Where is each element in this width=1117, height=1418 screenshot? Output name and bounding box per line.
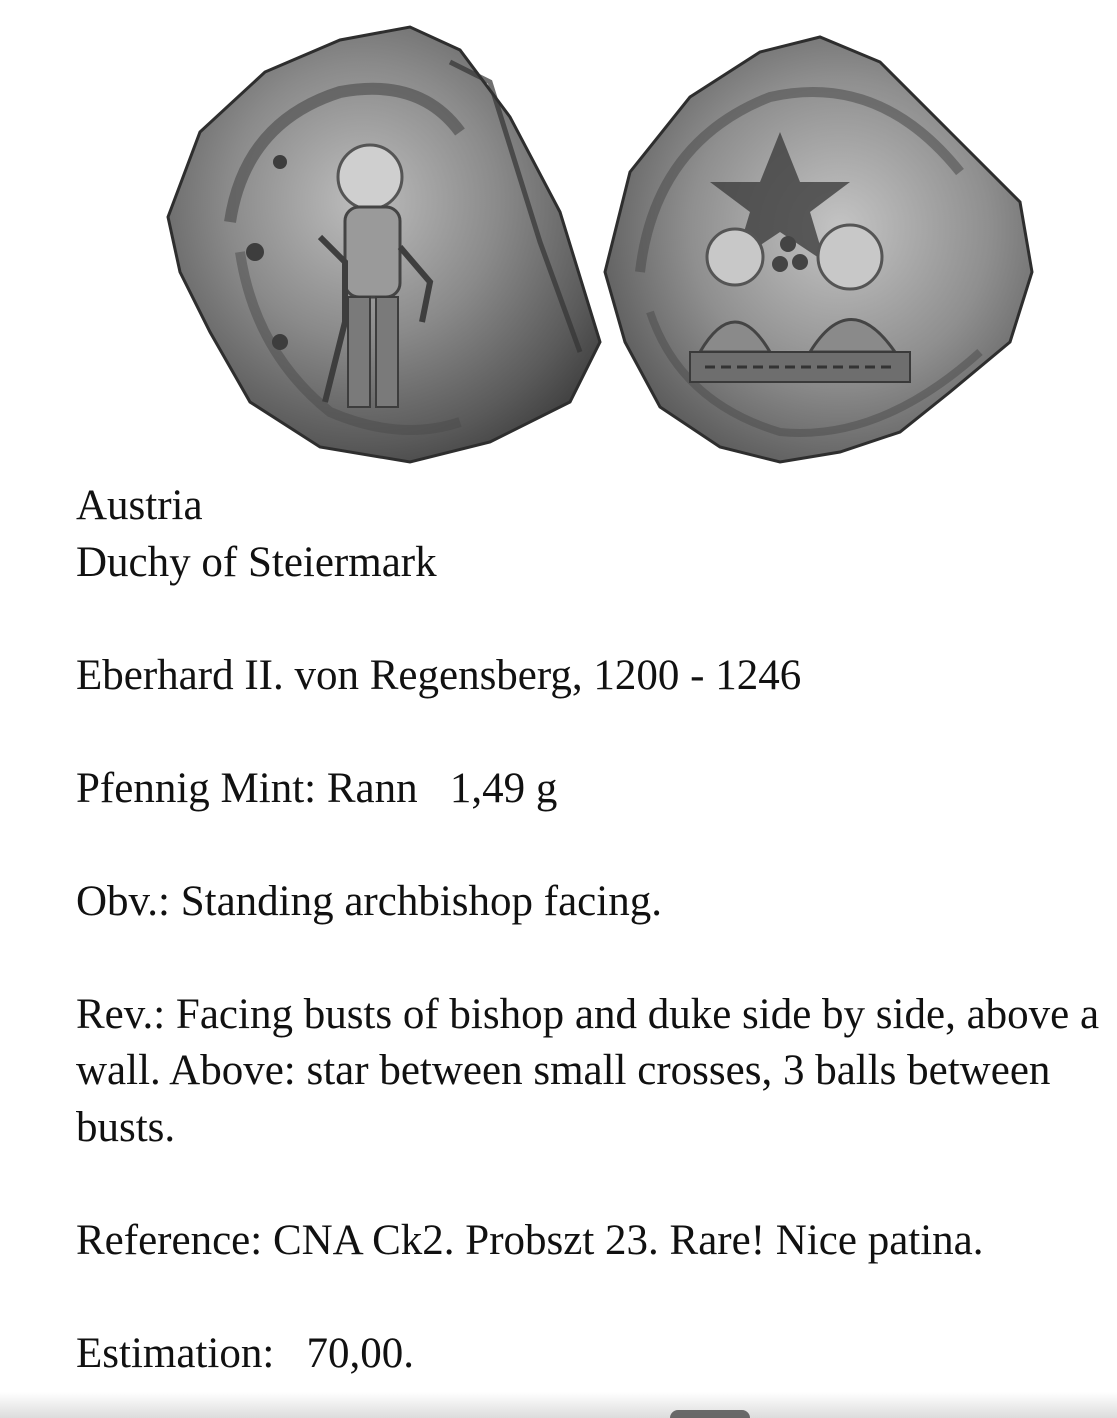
bottom-fade [0, 1392, 1117, 1418]
obverse-description: Obv.: Standing archbishop facing. [76, 877, 662, 925]
reverse-description: Rev.: Facing busts of bishop and duke side by side, above a wall. Above: star between small crosses, 3 balls between busts. [76, 990, 1100, 1151]
weight: 1,49 g [449, 764, 558, 812]
country: Austria [76, 482, 203, 529]
estimation [76, 1326, 1106, 1383]
coin-obverse-image [168, 27, 600, 462]
region: Duchy of Steiermark [76, 538, 437, 586]
coin-photo [160, 22, 1040, 464]
coin-reverse-image [605, 37, 1032, 462]
reference: Reference: CNA Ck2. Probszt 23. Rare! Nice patina. [76, 1216, 984, 1264]
ruler: Eberhard II. von Regensberg, 1200 - 1246 [76, 651, 802, 699]
estimation-label: Estimation: [76, 1329, 275, 1377]
denomination-mint-weight [76, 761, 1106, 818]
denomination-mint: Pfennig Mint: Rann [76, 764, 418, 812]
lot-description [76, 478, 1106, 1382]
next-image-edge [670, 1410, 750, 1418]
estimation-value: 70,00. [306, 1329, 415, 1377]
